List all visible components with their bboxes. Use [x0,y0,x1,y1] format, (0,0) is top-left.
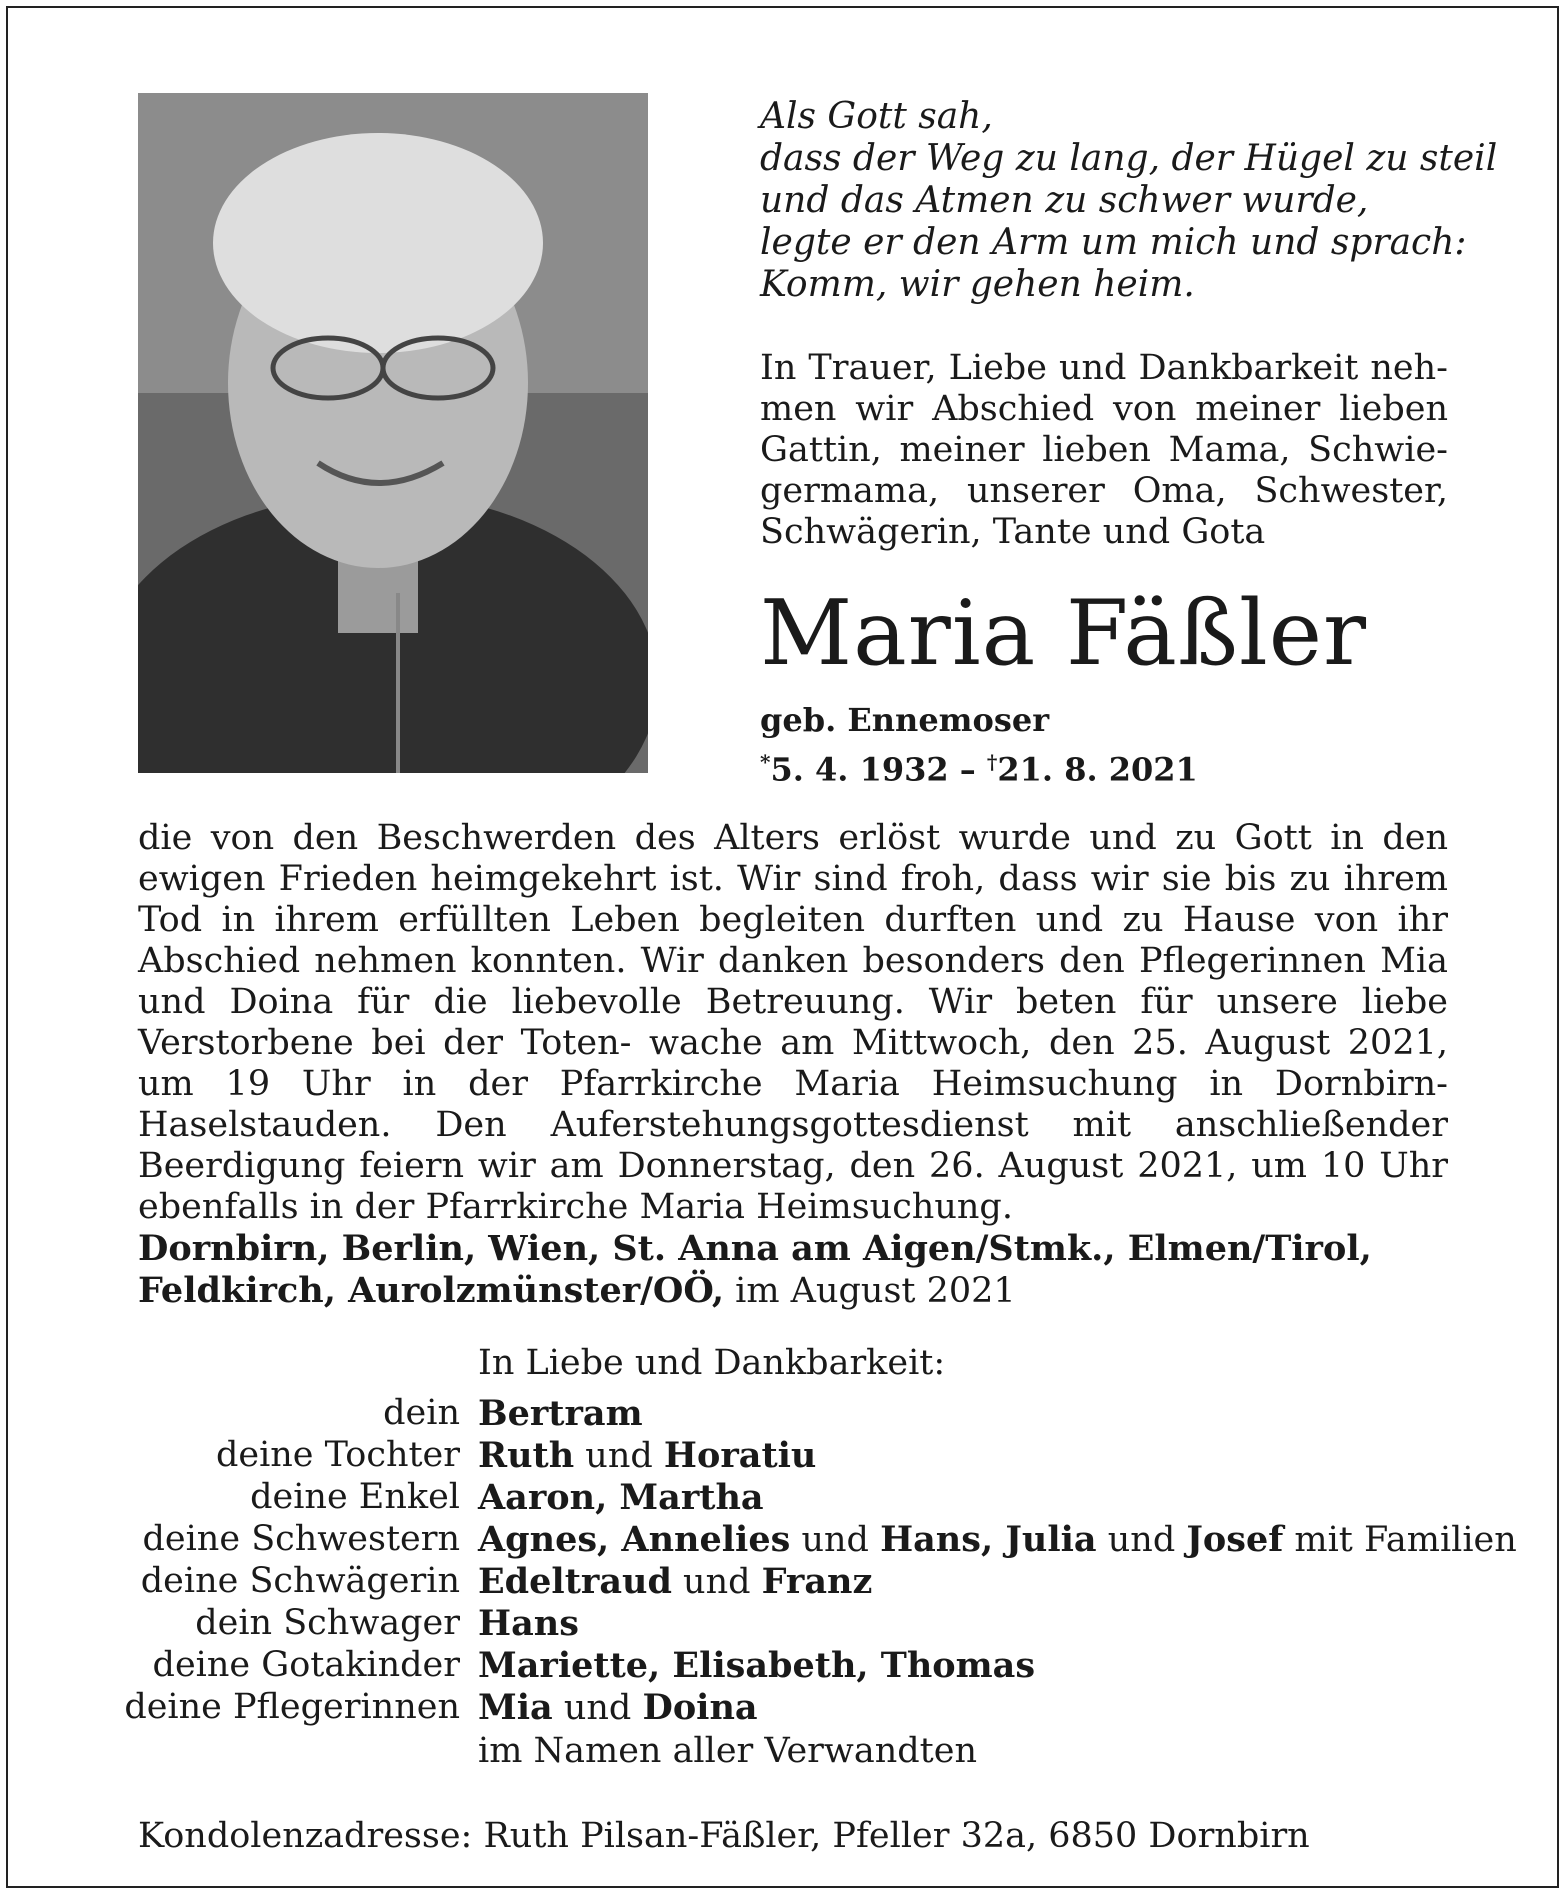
family-relation: deine Enkel [250,1477,460,1517]
family-row [88,1645,1508,1687]
portrait-illustration [138,93,648,773]
family-member-name: Horatiu [663,1435,817,1476]
family-relation: deine Schwägerin [140,1561,460,1601]
family-row [88,1477,1508,1519]
family-row [88,1603,1508,1645]
family-member-name: Mia [478,1687,553,1728]
family-member-name: Edeltraud [478,1561,672,1602]
body-text: die von den Beschwerden des Alters erlöst wurde und zu Gott in den ewigen Frieden heimgekehrt ist. Wir sind froh, dass wir sie bis zu ihrem Tod in ihrem erfüllten Leben begleiten durften und zu Hause von ihr Abschied nehmen konnten. Wir danken besonders den Pflegerinnen Mia und Doina für die liebevolle Betreuung. Wir beten für unsere liebe Verstorbene bei der Toten- wache am Mittwoch, den 25. August 2021, um 19 Uhr in der Pfarrkirche Maria Heimsuchung in Dornbirn-Haselstauden. Den Auferstehungsgottesdienst mit anschließender Beerdigung feiern wir am Donnerstag, den 26. August 2021, um 10 Uhr ebenfalls in der Pfarrkirche Maria Heimsuchung. [138,818,1448,1227]
family-members [478,1645,1035,1687]
life-dates [760,742,1198,790]
family-members [478,1603,579,1645]
family-relation: dein [383,1393,460,1433]
family-member-name: Hans [478,1603,579,1644]
family-row [88,1561,1508,1603]
family-member-name: Ruth [478,1435,575,1476]
family-member-name: Aaron, Martha [478,1477,764,1518]
family-member-name: Agnes, Annelies [478,1519,791,1560]
family-members [478,1687,758,1729]
family-member-name: Mariette, Elisabeth, Thomas [478,1645,1036,1686]
family-row [88,1435,1508,1477]
obituary-frame [6,6,1559,1888]
poem-line: Als Gott sah, [760,96,993,137]
death-date: 21. 8. 2021 [997,750,1198,789]
places-list: Dornbirn, Berlin, Wien, St. Anna am Aigen/Stmk., Elmen/Tirol, Feldkirch, Aurolzmünster/OÖ, [138,1228,1372,1311]
poem-line: Komm, wir gehen heim. [760,264,1195,305]
family-member-name: Doina [642,1687,758,1728]
portrait-photo [138,93,648,773]
poem-line: und das Atmen zu schwer wurde, [760,180,1369,221]
family-members [478,1519,1517,1561]
birth-name: geb. Ennemoser [760,701,1050,739]
family-relation: deine Tochter [215,1435,460,1475]
family-relation: deine Pflegerinnen [124,1687,460,1727]
family-member-name: Josef [1186,1519,1284,1560]
family-list [88,1393,1517,1729]
family-members [478,1477,764,1519]
condolence-address: Kondolenzadresse: Ruth Pilsan-Fäßler, Pfeller 32a, 6850 Dornbirn [138,1816,1310,1856]
family-connector: und [552,1688,643,1728]
family-members [478,1435,816,1477]
poem-line: legte er den Arm um mich und sprach: [760,222,1467,263]
family-member-name: Hans, Julia [880,1519,1097,1560]
family-relation: dein Schwager [195,1603,460,1643]
family-connector: und [574,1436,664,1476]
family-members [478,1393,643,1435]
family-connector: und [790,1520,881,1560]
birth-date: 5. 4. 1932 [770,750,949,789]
death-mark: † [986,750,998,774]
places-date: im August 2021 [724,1271,1016,1311]
family-relation: deine Gotakinder [152,1645,460,1685]
family-row [88,1519,1517,1561]
poem [760,96,1498,306]
family-connector: und [671,1562,762,1602]
birth-mark: * [760,750,771,774]
family-row [88,1687,1508,1729]
family-row [88,1393,1508,1435]
family-connector: mit Familien [1283,1520,1517,1560]
family-member-name: Franz [761,1561,873,1602]
family-member-name: Bertram [478,1393,643,1434]
date-separator: – [959,750,976,789]
thanks-heading: In Liebe und Dankbarkeit: [478,1343,946,1383]
intro-text: In Trauer, Liebe und Dankbarkeit neh- men wir Abschied von meiner lieben Gattin, meiner lieben Mama, Schwie- germama, unserer Oma, Schwester, Schwägerin, Tante und Gota [760,348,1448,552]
family-relation: deine Schwestern [142,1519,460,1559]
closing-line: im Namen aller Verwandten [478,1731,977,1771]
poem-line: dass der Weg zu lang, der Hügel zu steil [760,138,1498,179]
family-connector: und [1096,1520,1187,1560]
family-members [478,1561,872,1603]
places-line [138,1228,1468,1312]
deceased-name: Maria Fäßler [760,581,1368,686]
